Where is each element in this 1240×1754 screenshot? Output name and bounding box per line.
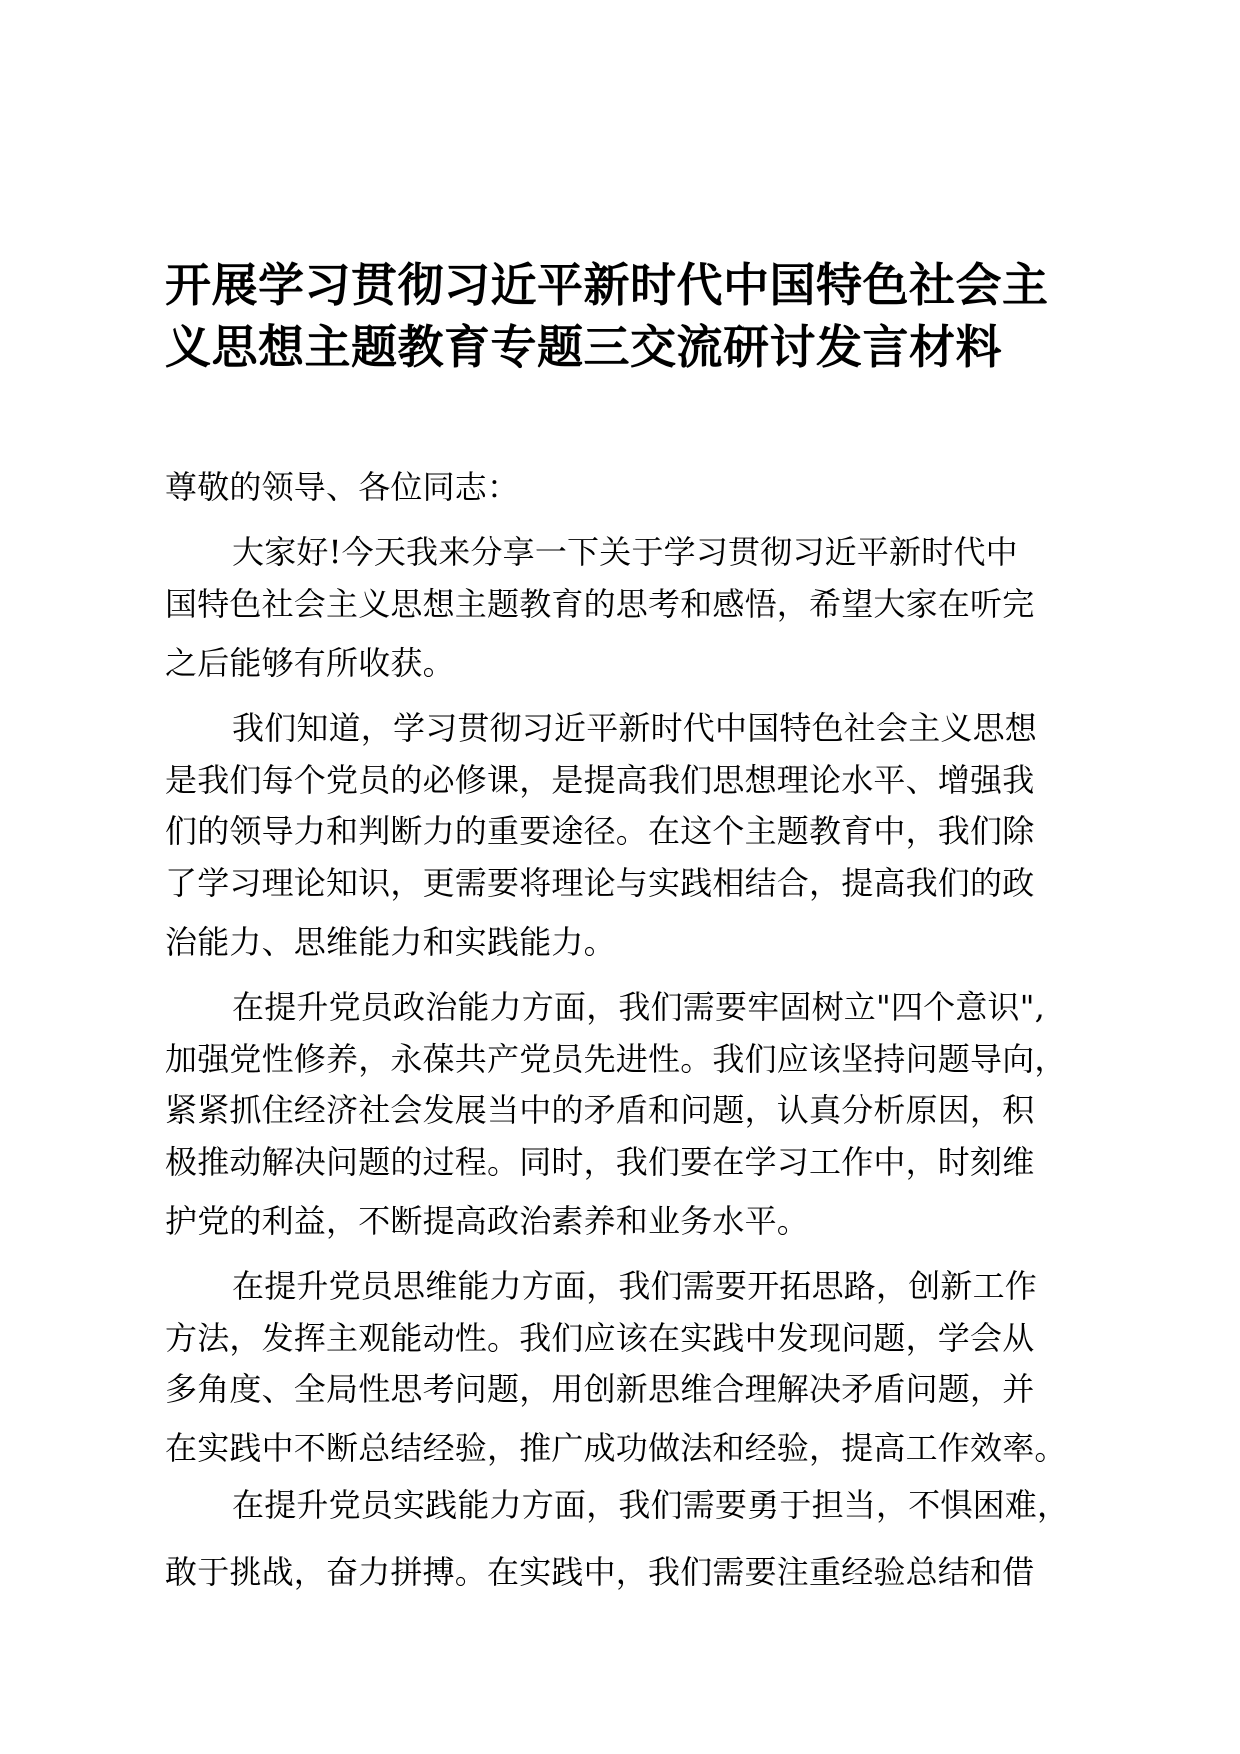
salutation: 尊敬的领导、各位同志： <box>165 468 520 506</box>
paragraph-2-line-5: 治能力、思维能力和实践能力。 <box>165 923 616 961</box>
paragraph-4-line-2: 方法，发挥主观能动性。我们应该在实践中发现问题，学会从 <box>165 1319 1035 1357</box>
paragraph-4-line-1: 在提升党员思维能力方面，我们需要开拓思路，创新工作 <box>232 1267 1038 1305</box>
paragraph-2-line-4: 了学习理论知识，更需要将理论与实践相结合，提高我们的政 <box>165 864 1035 902</box>
paragraph-3-line-4: 极推动解决问题的过程。同时，我们要在学习工作中，时刻维 <box>165 1143 1035 1181</box>
paragraph-3-line-1: 在提升党员政治能力方面，我们需要牢固树立"四个意识", <box>232 988 1046 1026</box>
paragraph-3-line-2: 加强党性修养，永葆共产党员先进性。我们应该坚持问题导向， <box>165 1040 1067 1078</box>
paragraph-2-line-2: 是我们每个党员的必修课，是提高我们思想理论水平、增强我 <box>165 761 1035 799</box>
paragraph-3-line-3: 紧紧抓住经济社会发展当中的矛盾和问题，认真分析原因，积 <box>165 1091 1035 1129</box>
paragraph-1-line-2: 国特色社会主义思想主题教育的思考和感悟，希望大家在听完 <box>165 585 1035 623</box>
paragraph-3-line-5: 护党的利益，不断提高政治素养和业务水平。 <box>165 1202 810 1240</box>
paragraph-2-line-3: 们的领导力和判断力的重要途径。在这个主题教育中，我们除 <box>165 812 1035 850</box>
paragraph-5-line-1: 在提升党员实践能力方面，我们需要勇于担当，不惧困难， <box>232 1486 1070 1524</box>
paragraph-5-line-2: 敢于挑战，奋力拼搏。在实践中，我们需要注重经验总结和借 <box>165 1553 1035 1591</box>
paragraph-1-line-1: 大家好!今天我来分享一下关于学习贯彻习近平新时代中 <box>232 533 1018 571</box>
paragraph-4-line-4: 在实践中不断总结经验，推广成功做法和经验，提高工作效率。 <box>165 1429 1067 1467</box>
paragraph-1-line-3: 之后能够有所收获。 <box>165 644 455 682</box>
paragraph-4-line-3: 多角度、全局性思考问题，用创新思维合理解决矛盾问题，并 <box>165 1370 1035 1408</box>
title-line-2: 义思想主题教育专题三交流研讨发言材料 <box>165 320 1002 374</box>
document-title <box>165 254 1095 378</box>
title-line-1: 开展学习贯彻习近平新时代中国特色社会主 <box>165 258 1049 312</box>
paragraph-2-line-1: 我们知道，学习贯彻习近平新时代中国特色社会主义思想 <box>232 709 1038 747</box>
